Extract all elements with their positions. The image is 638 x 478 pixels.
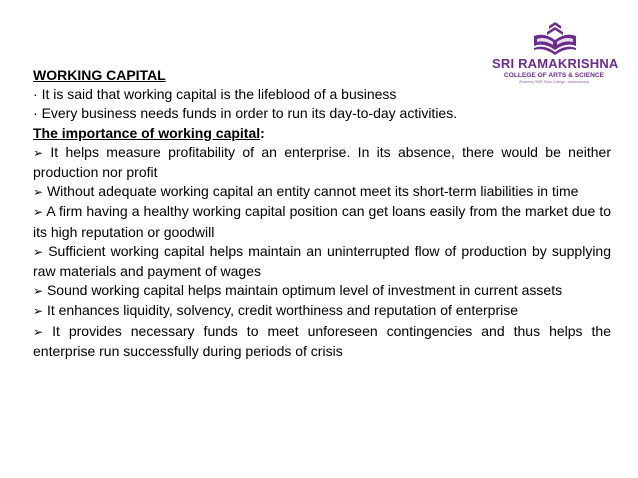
arrow-bullet-icon: ➢ [33,205,44,220]
arrow-bullet-icon: ➢ [33,324,44,339]
bullet-text: It helps measure profitability of an enterprise. In its absence, there would be neither production nor profit [33,143,611,181]
bullet-text: It enhances liquidity, solvency, credit worthiness and reputation of enterprise [46,302,519,319]
bullet-item [33,301,611,321]
bullet-text: It provides necessary funds to meet unforeseen contingencies and thus helps the enterprise run successfully during periods of crisis [33,322,611,359]
intro-text: Every business needs funds in order to run its day-to-day activities. [41,105,458,122]
bullet-text: Sufficient working capital helps maintain an uninterrupted flow of production by supplying raw materials and payment of wages [33,242,612,280]
open-book-icon [532,22,578,56]
slide-title: WORKING CAPITAL [33,67,166,83]
bullet-item [33,242,611,281]
bullet-text: Without adequate working capital an entity cannot meet its short-term liabilities in time [46,183,579,200]
bullet-item [33,281,611,301]
arrow-bullet-icon: ➢ [33,284,44,299]
bullet-item [33,143,611,182]
bullet-text: A firm having a healthy working capital position can get loans easily from the market due to its high reputation or goodwill [33,203,611,240]
slide-content [33,66,611,361]
arrow-bullet-icon: ➢ [33,185,44,200]
logo-tagline: (Formerly SNR Sons College - Autonomous) [518,80,590,84]
intro-line-2 [33,104,611,123]
logo-name: SRI RAMAKRISHNA [492,56,619,71]
logo-subtitle: COLLEGE OF ARTS & SCIENCE [503,72,605,79]
importance-heading [33,124,611,143]
arrow-bullet-icon: ➢ [33,145,44,160]
bullet-item [33,322,611,361]
importance-heading-colon: : [260,124,265,141]
importance-heading-text: The importance of working capital [33,124,261,141]
arrow-bullet-icon: ➢ [33,304,44,319]
intro-text: It is said that working capital is the lifeblood of a business [41,86,397,103]
intro-marker: · [33,105,38,122]
bullet-item [33,182,611,202]
intro-line-1 [33,85,611,104]
bullet-item [33,202,611,241]
arrow-bullet-icon: ➢ [33,244,44,259]
bullet-text: Sound working capital helps maintain optimum level of investment in current assets [46,282,563,299]
intro-marker: · [33,86,38,103]
